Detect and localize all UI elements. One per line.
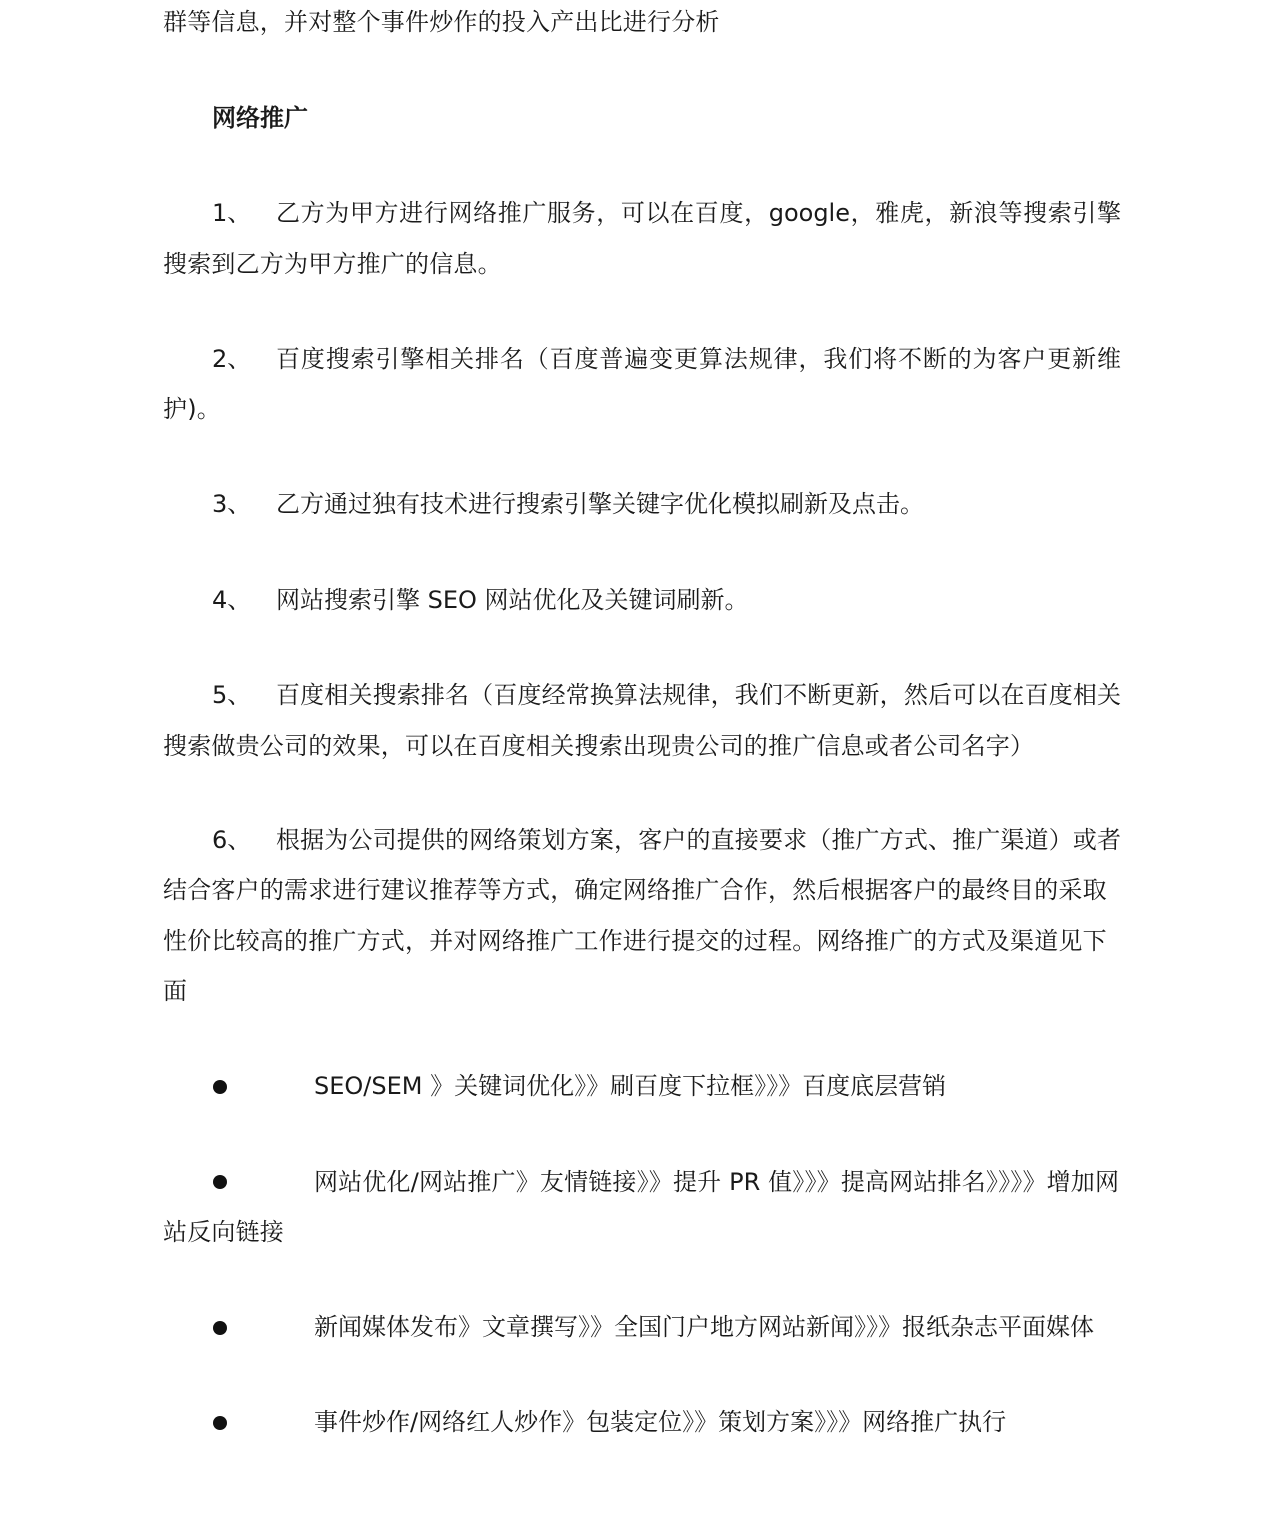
item-5-number: 5、	[212, 681, 252, 709]
item-6-line-1: 根据为公司提供的网络策划方案，客户的直接要求（推广方式、推广渠道）或者	[276, 826, 1121, 854]
item-1-line-1: 乙方为甲方进行网络推广服务，可以在百度，google，雅虎，新浪等搜索引擎	[276, 199, 1121, 227]
bullet-1-text: SEO/SEM 》关键词优化》》刷百度下拉框》》》百度底层营销	[314, 1072, 947, 1100]
item-3-line-1: 乙方通过独有技术进行搜索引擎关键字优化模拟刷新及点击。	[276, 490, 924, 518]
item-6-line-3: 性价比较高的推广方式，并对网络推广工作进行提交的过程。网络推广的方式及渠道见下	[163, 927, 1107, 955]
bullet-4-dot-icon	[213, 1416, 227, 1430]
item-3-number: 3、	[212, 490, 252, 518]
bullet-1-dot-icon	[213, 1080, 227, 1094]
item-5-line-1: 百度相关搜索排名（百度经常换算法规律，我们不断更新，然后可以在百度相关	[276, 681, 1121, 709]
item-4-number: 4、	[212, 586, 252, 614]
bullet-3-dot-icon	[213, 1321, 227, 1335]
intro-tail-text: 群等信息，并对整个事件炒作的投入产出比进行分析	[163, 8, 720, 36]
section-title: 网络推广	[212, 104, 308, 132]
item-4-line-1: 网站搜索引擎 SEO 网站优化及关键词刷新。	[276, 586, 749, 614]
item-1-number: 1、	[212, 199, 252, 227]
item-2-line-1: 百度搜索引擎相关排名（百度普遍变更算法规律，我们将不断的为客户更新维	[276, 345, 1121, 373]
item-6-line-2: 结合客户的需求进行建议推荐等方式，确定网络推广合作，然后根据客户的最终目的采取	[163, 876, 1107, 904]
bullet-3-text: 新闻媒体发布》文章撰写》》全国门户地方网站新闻》》》报纸杂志平面媒体	[314, 1313, 1094, 1341]
bullet-4-text: 事件炒作/网络红人炒作》包装定位》》策划方案》》》网络推广执行	[314, 1408, 1007, 1436]
item-5-line-2: 搜索做贵公司的效果，可以在百度相关搜索出现贵公司的推广信息或者公司名字）	[163, 732, 1035, 760]
item-6-line-4: 面	[163, 977, 188, 1005]
bullet-2-line-2: 站反向链接	[163, 1218, 284, 1246]
item-6-number: 6、	[212, 826, 252, 854]
item-2-number: 2、	[212, 345, 252, 373]
item-1-line-2: 搜索到乙方为甲方推广的信息。	[163, 250, 502, 278]
bullet-2-dot-icon	[213, 1175, 227, 1189]
item-2-line-2: 护)。	[163, 395, 221, 423]
bullet-2-line-1: 网站优化/网站推广》友情链接》》提升 PR 值》》》提高网站排名》》》》增加网	[314, 1168, 1119, 1196]
